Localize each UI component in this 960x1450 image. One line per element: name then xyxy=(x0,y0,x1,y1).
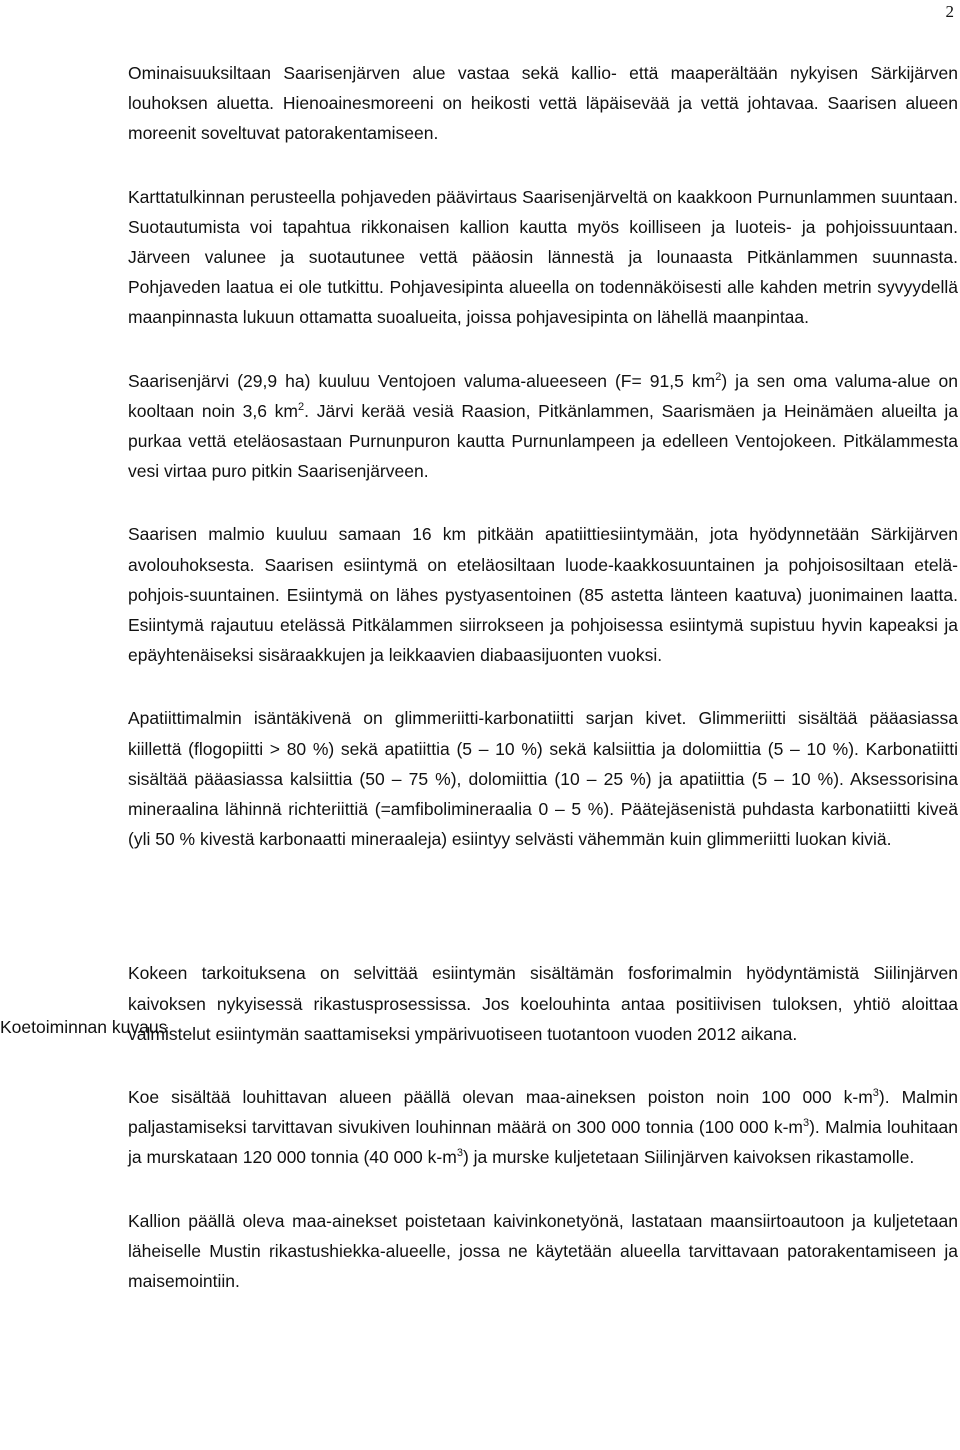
paragraph-ore-deposit: Saarisen malmio kuuluu samaan 16 km pitkään apatiittiesiintymään, jota hyödynnetään Särkijärven avolouhoksesta. Saarisen esiintymä on eteläosiltaan luode-kaakkosuuntainen ja pohjoisosiltaan etelä-pohjois-suuntainen. Esiintymä on lähes pystyasentoinen (85 astetta länteen kaatuva) juonimainen laatta. Esiintymä rajautuu etelässä Pitkälammen siirrokseen ja pohjoisessa esiintymä supistuu hyvin kapeaksi ja epäyhtenäiseksi sisäraakkujen ja leikkaavien diabaasijuonten vuoksi. xyxy=(128,524,958,666)
text-run: Saarisenjärvi (29,9 ha) kuuluu Ventojoen valuma-alueeseen (F= 91,5 km xyxy=(128,370,716,391)
paragraph-catchment xyxy=(128,366,958,487)
paragraph-test-purpose: Kokeen tarkoituksena on selvittää esiintymän sisältämän fosforimalmin hyödyntämistä Siilinjärven kaivoksen nykyisessä rikastusprosessissa. Jos koelouhinta antaa positiivisen tuloksen, yhtiö aloittaa valmistelut esiintymän saattamiseksi ympärivuotiseen tuotantoon vuoden 2012 aikana. xyxy=(128,963,958,1044)
text-run: Koe sisältää louhittavan alueen päällä olevan maa-aineksen poiston noin 100 000 k-m xyxy=(128,1087,873,1108)
text-run: ) ja murske kuljetetaan Siilinjärven kaivoksen rikastamolle. xyxy=(462,1147,915,1168)
paragraph-host-rock: Apatiittimalmin isäntäkivenä on glimmeriitti-karbonatiitti sarjan kivet. Glimmeriitti sisältää pääasiassa kiillettä (flogopiitti > 80 %) sekä apatiittia (5 – 10 %) sekä kalsiittia ja dolomiittia (5 – 10 %). Karbonatiitti sisältää pääasiassa kalsiittia (50 – 75 %), dolomiittia (10 – 25 %) ja apatiittia (5 – 10 %). Aksessorisina mineraalina lähinnä richteriittiä (=amfibolimineraalia 0 – 5 %). Päätejäsenistä puhdasta karbonatiitti kiveä (yli 50 % kivestä karbonaatti mineraaleja) esiintyy selvästi vähemmän kuin glimmeriitti luokan kiviä. xyxy=(128,708,958,850)
paragraph-test-volumes xyxy=(128,1082,958,1173)
paragraph-soil-properties: Ominaisuuksiltaan Saarisenjärven alue vastaa sekä kallio- että maaperältään nykyisen Särkijärven louhoksen aluetta. Hienoainesmoreeni on heikosti vettä läpäisevää ja vettä johtavaa. Saarisen alueen moreenit soveltuvat patorakentamiseen. xyxy=(128,63,958,144)
text-run: ). Malmia louhitaan ja murskataan 120 000 tonnia (40 000 k-m xyxy=(128,1117,958,1168)
superscript: 3 xyxy=(802,1117,810,1130)
superscript: 3 xyxy=(456,1147,463,1160)
text-run: ). Malmin paljastamiseksi tarvittavan sivukiven louhinnan määrä on 300 000 tonnia (100 000 k-m xyxy=(128,1087,958,1138)
superscript: 2 xyxy=(715,370,722,383)
text-run: . Järvi kerää vesiä Raasion, Pitkänlammen, Saarismäen ja Heinämäen alueilta ja purkaa vettä eteläosastaan Purnunpuron kautta Purnunlampeen ja edelleen Ventojokeen. Pitkälammesta vesi virtaa puro pitkin Saarisenjärveen. xyxy=(128,400,958,482)
paragraph-groundwater: Karttatulkinnan perusteella pohjaveden päävirtaus Saarisenjärveltä on kaakkoon Purnunlammen suuntaan. Suotautumista voi tapahtua rikkonaisen kallion kautta myös koilliseen ja luoteis- ja pohjoissuuntaan. Järveen valunee ja suotautunee vettä pääosin lännestä ja lounaasta Pitkänlammen suunnasta. Pohjaveden laatua ei ole tutkittu. Pohjavesipinta alueella on todennäköisesti alle kahden metrin syvyydellä maanpinnasta lukuun ottamatta suoalueita, joissa pohjavesipinta on lähellä maanpintaa. xyxy=(128,186,958,328)
document-body xyxy=(128,58,958,1296)
page-number: 2 xyxy=(945,2,954,21)
superscript: 3 xyxy=(872,1087,879,1100)
text-run: ) ja sen oma valuma-alue on kooltaan noin 3,6 km xyxy=(128,370,958,421)
paragraph-soil-removal: Kallion päällä oleva maa-ainekset poistetaan kaivinkonetyönä, lastataan maansiirtoautoon ja kuljetetaan läheiselle Mustin rikastushiekka-alueelle, jossa ne käytetään alueella tarvittavaan patorakentamiseen ja maisemointiin. xyxy=(128,1210,958,1292)
section-heading-koetoiminnan-kuvaus: Koetoiminnan kuvaus xyxy=(0,1017,168,1037)
superscript: 2 xyxy=(298,401,305,413)
